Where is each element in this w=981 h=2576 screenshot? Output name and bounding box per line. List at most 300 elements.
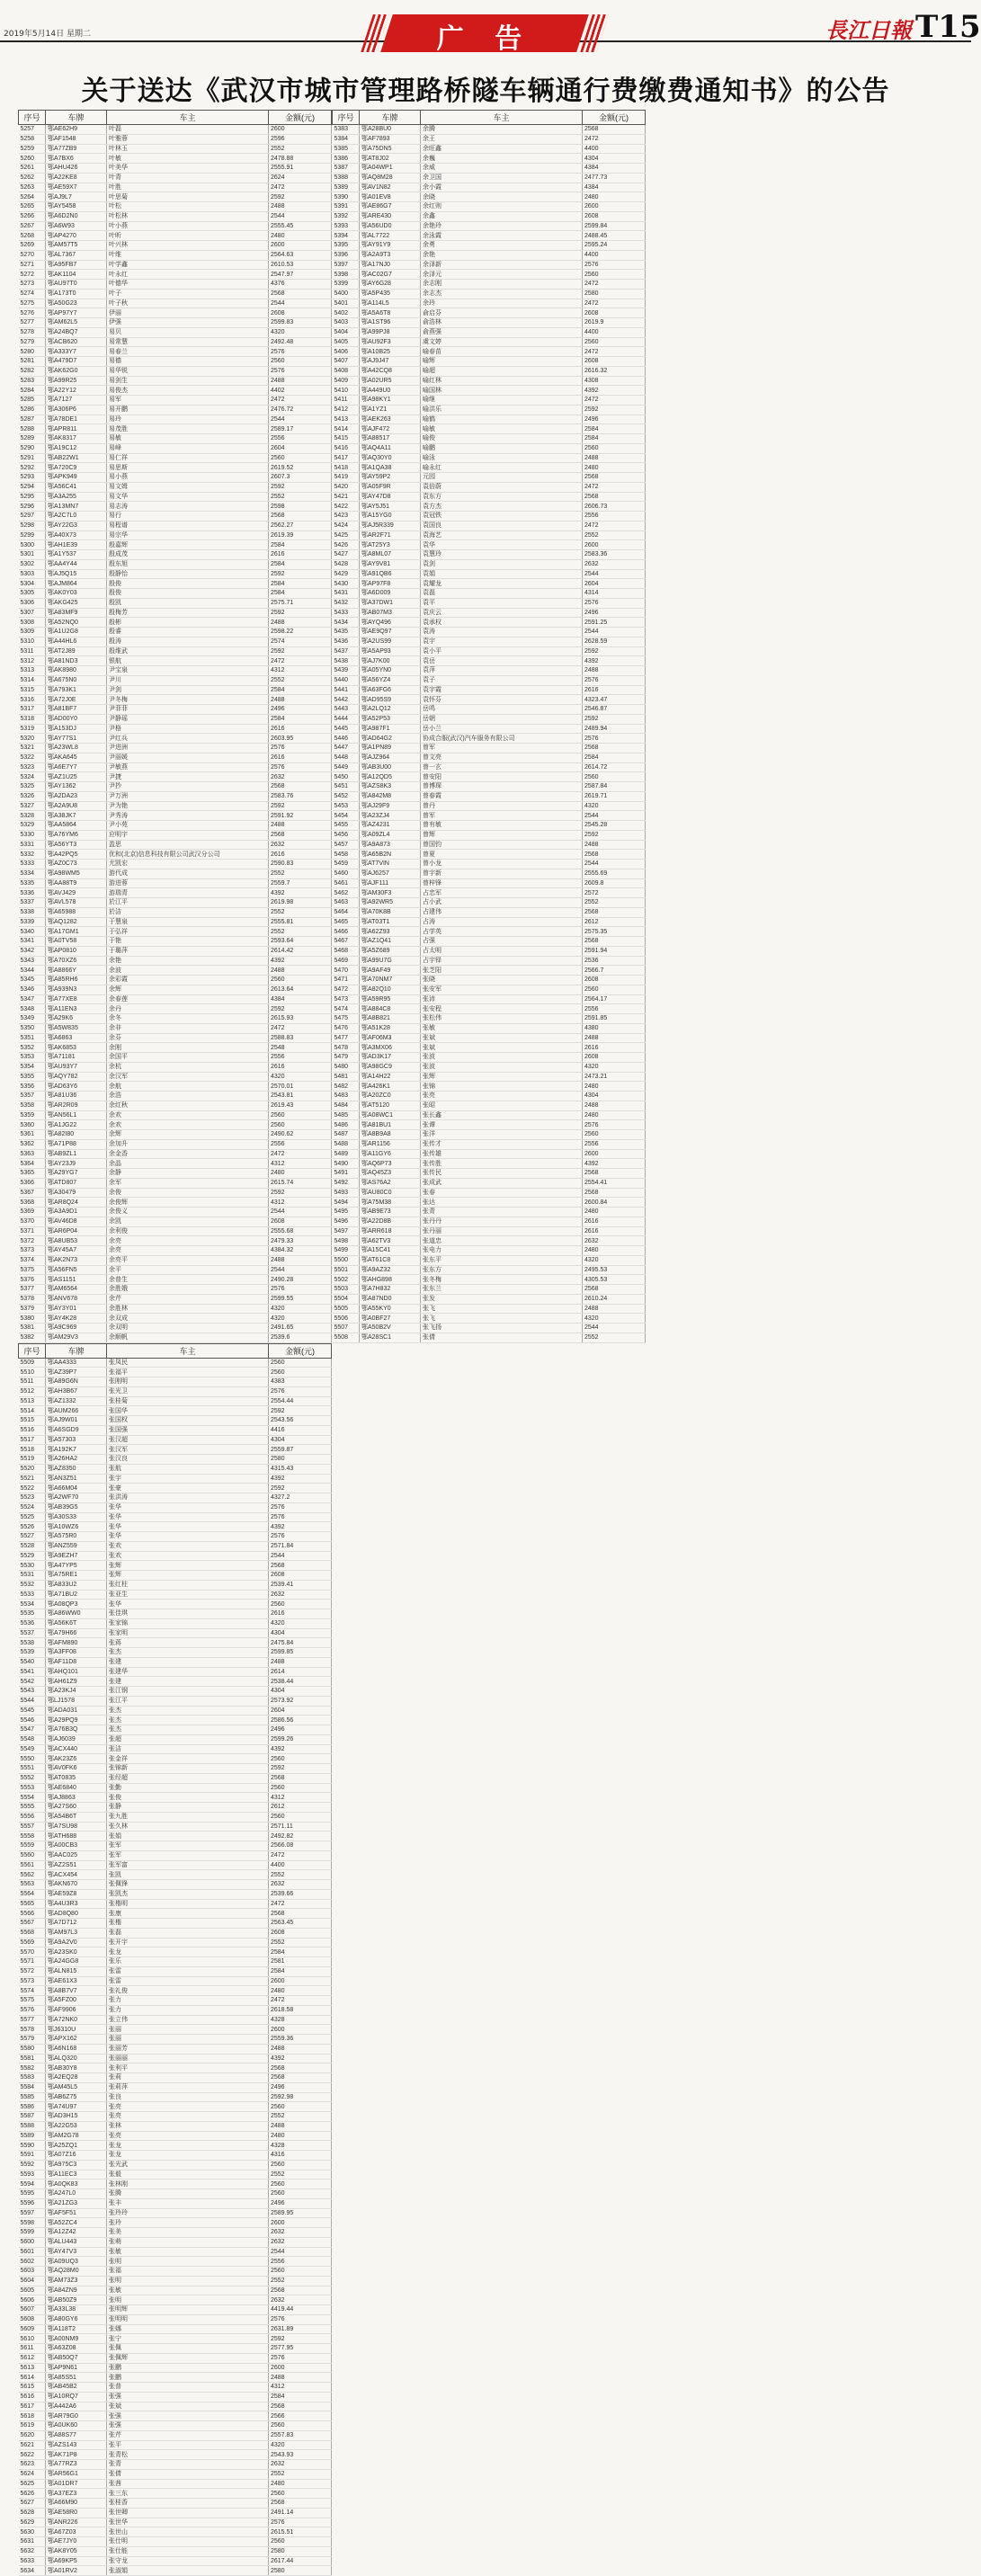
fee-amount: 2608 bbox=[269, 308, 332, 318]
plate-number: 鄂A6D009 bbox=[360, 589, 421, 599]
plate-number: 鄂A23WL8 bbox=[46, 744, 107, 753]
vehicle-owner: 张金祥 bbox=[107, 1754, 269, 1764]
plate-number: 鄂AN56L1 bbox=[46, 1110, 107, 1120]
fee-amount: 2568 bbox=[583, 1188, 646, 1198]
table-row bbox=[333, 1014, 646, 1024]
row-number: 5391 bbox=[333, 202, 360, 212]
table-row bbox=[333, 860, 646, 869]
row-number: 5433 bbox=[333, 608, 360, 618]
table-row bbox=[19, 608, 332, 618]
fee-amount: 2560 bbox=[269, 1110, 332, 1120]
vehicle-owner: 叶永红 bbox=[107, 270, 269, 280]
table-row bbox=[19, 1657, 332, 1667]
row-number: 5627 bbox=[19, 2499, 46, 2509]
vehicle-owner: 袁承权 bbox=[421, 618, 583, 628]
vehicle-owner: 张杰 bbox=[107, 1725, 269, 1735]
fee-amount: 4392 bbox=[583, 656, 646, 666]
vehicle-owner: 余波 bbox=[107, 966, 269, 976]
row-number: 5449 bbox=[333, 762, 360, 772]
table-row bbox=[333, 231, 646, 241]
vehicle-owner: 银航 bbox=[107, 656, 269, 666]
plate-number: 鄂A66M04 bbox=[46, 1484, 107, 1493]
row-number: 5502 bbox=[333, 1275, 360, 1285]
fee-amount: 2552 bbox=[269, 1870, 332, 1880]
fee-amount: 4304 bbox=[269, 1628, 332, 1638]
fee-amount: 2539.6 bbox=[269, 1333, 332, 1342]
row-number: 5629 bbox=[19, 2518, 46, 2527]
fee-amount: 4392 bbox=[269, 2054, 332, 2063]
vehicle-owner: 张欢 bbox=[107, 1541, 269, 1551]
row-number: 5287 bbox=[19, 414, 46, 424]
fee-amount: 2552 bbox=[583, 530, 646, 540]
vehicle-owner: 余艳玲 bbox=[421, 221, 583, 231]
row-number: 5384 bbox=[333, 134, 360, 144]
table-row bbox=[19, 907, 332, 917]
fee-amount: 2488 bbox=[269, 2044, 332, 2054]
vehicle-owner: 余双成 bbox=[107, 1314, 269, 1324]
table-row bbox=[333, 347, 646, 357]
vehicle-owner: 张航 bbox=[107, 1464, 269, 1474]
plate-number: 鄂AS76A2 bbox=[360, 1178, 421, 1188]
table-row bbox=[19, 1551, 332, 1561]
table-row bbox=[19, 1889, 332, 1899]
row-number: 5439 bbox=[333, 666, 360, 676]
plate-number: 鄂AM29V3 bbox=[46, 1333, 107, 1342]
row-number: 5400 bbox=[333, 289, 360, 299]
vehicle-owner: 张达 bbox=[421, 1198, 583, 1208]
fee-amount: 2564.17 bbox=[583, 994, 646, 1004]
plate-number: 鄂A9AZ32 bbox=[360, 1265, 421, 1275]
vehicle-owner: 喻永红 bbox=[421, 463, 583, 473]
fee-amount: 2488 bbox=[269, 2121, 332, 2131]
vehicle-owner: 尹进洲 bbox=[107, 744, 269, 753]
fee-amount: 2592 bbox=[269, 1484, 332, 1493]
table-row bbox=[19, 2527, 332, 2537]
vehicle-owner: 余航 bbox=[107, 1082, 269, 1092]
table-row bbox=[19, 791, 332, 801]
plate-number: 鄂AC02G7 bbox=[360, 270, 421, 280]
row-number: 5312 bbox=[19, 656, 46, 666]
table-row bbox=[19, 1986, 332, 1996]
fee-amount: 2604 bbox=[583, 579, 646, 589]
fee-amount: 2560 bbox=[583, 270, 646, 280]
plate-number: 鄂A8B9A8 bbox=[360, 1130, 421, 1140]
table-row bbox=[19, 2179, 332, 2189]
plate-number: 鄂A62Z93 bbox=[360, 927, 421, 937]
fee-amount: 2616 bbox=[583, 685, 646, 695]
fee-amount: 2568 bbox=[269, 1561, 332, 1571]
fee-amount: 2609.8 bbox=[583, 878, 646, 888]
fee-amount: 2544 bbox=[269, 1265, 332, 1275]
row-number: 5574 bbox=[19, 1986, 46, 1996]
row-number: 5479 bbox=[333, 1053, 360, 1063]
table-row bbox=[333, 821, 646, 831]
vehicle-owner: 张青 bbox=[421, 1208, 583, 1217]
row-number: 5566 bbox=[19, 1909, 46, 1919]
row-number: 5285 bbox=[19, 396, 46, 406]
vehicle-owner: 尹静瑶 bbox=[107, 714, 269, 724]
vehicle-owner: 俞燕强 bbox=[421, 327, 583, 337]
row-number: 5527 bbox=[19, 1532, 46, 1542]
vehicle-owner: 张福 bbox=[107, 2267, 269, 2277]
vehicle-owner: 张强 bbox=[107, 2411, 269, 2421]
plate-number: 鄂AY47D8 bbox=[360, 492, 421, 502]
plate-number: 鄂A72J0E bbox=[46, 695, 107, 705]
row-number: 5386 bbox=[333, 154, 360, 164]
vehicle-owner: 张林刚 bbox=[107, 2179, 269, 2189]
row-number: 5310 bbox=[19, 637, 46, 646]
fee-amount: 2575.71 bbox=[269, 598, 332, 608]
vehicle-owner: 曾军 bbox=[421, 811, 583, 821]
table-row bbox=[19, 2402, 332, 2411]
row-number: 5298 bbox=[19, 521, 46, 530]
table-row bbox=[333, 386, 646, 396]
row-number: 5407 bbox=[333, 357, 360, 367]
row-number: 5558 bbox=[19, 1832, 46, 1841]
vehicle-owner: 余欢 bbox=[107, 1110, 269, 1120]
plate-number: 鄂AE9Q97 bbox=[360, 628, 421, 637]
vehicle-owner: 易茂胜 bbox=[107, 424, 269, 434]
table-row bbox=[19, 976, 332, 985]
fee-amount: 2490.62 bbox=[269, 1130, 332, 1140]
vehicle-owner: 张波 bbox=[421, 1062, 583, 1072]
row-number: 5621 bbox=[19, 2440, 46, 2450]
table-row bbox=[19, 473, 332, 483]
plate-number: 鄂AVL578 bbox=[46, 898, 107, 908]
plate-number: 鄂A247L0 bbox=[46, 2189, 107, 2199]
row-number: 5268 bbox=[19, 231, 46, 241]
table-row bbox=[19, 1053, 332, 1063]
plate-number: 鄂A9C969 bbox=[46, 1324, 107, 1333]
table-row bbox=[19, 1188, 332, 1198]
fee-amount: 2584 bbox=[269, 579, 332, 589]
vehicle-owner: 张芹 bbox=[107, 2430, 269, 2440]
fee-amount: 2560 bbox=[269, 2179, 332, 2189]
fee-amount: 2480 bbox=[583, 1208, 646, 1217]
plate-number: 鄂A81ND3 bbox=[46, 656, 107, 666]
vehicle-owner: 占太明 bbox=[421, 946, 583, 956]
row-number: 5413 bbox=[333, 414, 360, 424]
plate-number: 鄂AP4270 bbox=[46, 231, 107, 241]
vehicle-owner: 张久林 bbox=[107, 1822, 269, 1832]
row-number: 5337 bbox=[19, 898, 46, 908]
fee-amount: 2615.74 bbox=[269, 1178, 332, 1188]
vehicle-owner: 张亮 bbox=[107, 2102, 269, 2112]
plate-number: 鄂A675N0 bbox=[46, 675, 107, 685]
plate-number: 鄂A42PQ5 bbox=[46, 850, 107, 860]
plate-number: 鄂AE62H9 bbox=[46, 125, 107, 135]
fee-amount: 4392 bbox=[269, 1474, 332, 1484]
plate-number: 鄂A56YZ4 bbox=[360, 675, 421, 685]
vehicle-owner: 余利俊 bbox=[107, 1226, 269, 1236]
row-number: 5488 bbox=[333, 1139, 360, 1149]
plate-number: 鄂AB3U00 bbox=[360, 762, 421, 772]
plate-number: 鄂AR1156 bbox=[360, 1139, 421, 1149]
row-number: 5346 bbox=[19, 985, 46, 994]
vehicle-owner: 叶德华 bbox=[107, 280, 269, 290]
fee-amount: 2555.68 bbox=[269, 1226, 332, 1236]
row-number: 5442 bbox=[333, 695, 360, 705]
vehicle-owner: 张家锦 bbox=[107, 1618, 269, 1628]
plate-number: 鄂AM30F3 bbox=[360, 888, 421, 898]
vehicle-owner: 余欢 bbox=[107, 1120, 269, 1130]
plate-number: 鄂A13MN7 bbox=[46, 502, 107, 512]
plate-number: 鄂A81BF7 bbox=[46, 705, 107, 715]
fee-amount: 2544 bbox=[269, 414, 332, 424]
fee-amount: 2632 bbox=[269, 1880, 332, 1890]
fee-amount: 2552 bbox=[269, 492, 332, 502]
row-number: 5565 bbox=[19, 1899, 46, 1909]
vehicle-owner: 张建华 bbox=[107, 1667, 269, 1677]
row-number: 5616 bbox=[19, 2392, 46, 2402]
fee-amount: 2592 bbox=[583, 714, 646, 724]
plate-number: 鄂AR2F71 bbox=[360, 530, 421, 540]
vehicle-owner: 叶青 bbox=[107, 173, 269, 183]
table-row bbox=[19, 434, 332, 444]
vehicle-owner: 曾春霞 bbox=[421, 791, 583, 801]
table-row bbox=[19, 2324, 332, 2334]
fee-amount: 2568 bbox=[583, 850, 646, 860]
plate-number: 鄂ACB620 bbox=[46, 337, 107, 347]
fee-amount: 2472 bbox=[269, 1023, 332, 1033]
fee-amount: 2584 bbox=[583, 434, 646, 444]
table-row bbox=[19, 260, 332, 270]
fee-amount: 2560 bbox=[269, 2421, 332, 2431]
table-row bbox=[19, 1435, 332, 1445]
vehicle-owner: 张家明 bbox=[107, 1628, 269, 1638]
plate-number: 鄂AE6840 bbox=[46, 1783, 107, 1793]
plate-number: 鄂AKA645 bbox=[46, 753, 107, 762]
table-row bbox=[19, 1687, 332, 1697]
fee-amount: 2584 bbox=[269, 685, 332, 695]
vehicle-owner: 张平 bbox=[107, 2440, 269, 2450]
table-row bbox=[333, 1285, 646, 1295]
fee-amount: 2560 bbox=[269, 357, 332, 367]
vehicle-owner: 易玲 bbox=[107, 414, 269, 424]
fee-amount: 2568 bbox=[269, 2402, 332, 2411]
plate-number: 鄂ANZ559 bbox=[46, 1541, 107, 1551]
table-row bbox=[19, 646, 332, 656]
row-number: 5444 bbox=[333, 714, 360, 724]
vehicle-owner: 张晓 bbox=[421, 976, 583, 985]
row-number: 5396 bbox=[333, 250, 360, 260]
row-number: 5519 bbox=[19, 1455, 46, 1465]
vehicle-owner: 张明明 bbox=[107, 2314, 269, 2324]
row-number: 5534 bbox=[19, 1600, 46, 1609]
vehicle-owner: 张佩辉 bbox=[107, 2353, 269, 2363]
vehicle-owner: 袁冠铁 bbox=[421, 512, 583, 521]
row-number: 5516 bbox=[19, 1425, 46, 1435]
row-number: 5280 bbox=[19, 347, 46, 357]
plate-number: 鄂A449U0 bbox=[360, 386, 421, 396]
table-row bbox=[19, 559, 332, 569]
table-row bbox=[19, 443, 332, 453]
table-row bbox=[333, 405, 646, 414]
fee-amount: 2591.92 bbox=[269, 811, 332, 821]
table-row bbox=[19, 869, 332, 878]
table-row bbox=[19, 598, 332, 608]
fee-amount: 2488 bbox=[583, 1101, 646, 1110]
vehicle-owner: 叶子秋 bbox=[107, 299, 269, 308]
row-number: 5471 bbox=[333, 976, 360, 985]
vehicle-owner: 余顺帆 bbox=[107, 1333, 269, 1342]
vehicle-owner: 张丽芳 bbox=[107, 2044, 269, 2054]
table-row bbox=[19, 270, 332, 280]
plate-number: 鄂AJ6039 bbox=[46, 1734, 107, 1744]
plate-number: 鄂AS1151 bbox=[46, 1275, 107, 1285]
row-number: 5368 bbox=[19, 1198, 46, 1208]
row-number: 5493 bbox=[333, 1188, 360, 1198]
table-row bbox=[19, 1628, 332, 1638]
notice-title: 关于送达《武汉市城市管理路桥隧车辆通行费缴费通知书》的公告 bbox=[0, 68, 971, 108]
plate-number: 鄂A24BQ7 bbox=[46, 327, 107, 337]
row-number: 5543 bbox=[19, 1687, 46, 1697]
vehicle-owner: 余芹 bbox=[107, 1294, 269, 1304]
plate-number: 鄂A7127 bbox=[46, 396, 107, 406]
row-number: 5551 bbox=[19, 1764, 46, 1774]
vehicle-owner: 叶小燕 bbox=[107, 221, 269, 231]
row-number: 5401 bbox=[333, 299, 360, 308]
plate-number: 鄂ALN815 bbox=[46, 1966, 107, 1976]
row-number: 5322 bbox=[19, 753, 46, 762]
table-row bbox=[19, 830, 332, 840]
plate-number: 鄂AKN670 bbox=[46, 1880, 107, 1890]
vehicle-owner: 张佩锋 bbox=[107, 1880, 269, 1890]
plate-number: 鄂A306P6 bbox=[46, 405, 107, 414]
row-number: 5522 bbox=[19, 1484, 46, 1493]
row-number: 5342 bbox=[19, 946, 46, 956]
plate-number: 鄂A75M38 bbox=[360, 1198, 421, 1208]
row-number: 5274 bbox=[19, 289, 46, 299]
table-row bbox=[19, 2054, 332, 2063]
table-row bbox=[333, 134, 646, 144]
plate-number: 鄂A56FN5 bbox=[46, 1265, 107, 1275]
table-row bbox=[333, 521, 646, 530]
fee-amount: 2556 bbox=[583, 1139, 646, 1149]
fee-amount: 2560 bbox=[269, 2189, 332, 2199]
table-row bbox=[19, 2237, 332, 2247]
table-row bbox=[19, 2479, 332, 2489]
plate-number: 鄂A1Y537 bbox=[46, 550, 107, 560]
plate-number: 鄂AD3H15 bbox=[46, 2112, 107, 2122]
vehicle-owner: 易俊杰 bbox=[107, 386, 269, 396]
plate-number: 鄂A30479 bbox=[46, 1188, 107, 1198]
table-row bbox=[333, 1004, 646, 1014]
table-row bbox=[19, 1909, 332, 1919]
vehicle-owner: 易志涛 bbox=[107, 502, 269, 512]
table-row bbox=[333, 1072, 646, 1082]
row-number: 5275 bbox=[19, 299, 46, 308]
fee-amount: 4316 bbox=[269, 2151, 332, 2161]
plate-number: 鄂AD64G2 bbox=[360, 734, 421, 744]
vehicle-owner: 张传才 bbox=[421, 1139, 583, 1149]
table-row bbox=[333, 202, 646, 212]
plate-number: 鄂AJ6257 bbox=[360, 869, 421, 878]
vehicle-owner: 余艳 bbox=[107, 956, 269, 966]
vehicle-owner: 张军 bbox=[107, 1850, 269, 1860]
plate-number: 鄂APX162 bbox=[46, 2035, 107, 2045]
row-number: 5526 bbox=[19, 1522, 46, 1532]
fee-amount: 2608 bbox=[269, 1571, 332, 1581]
table-row bbox=[19, 2508, 332, 2518]
row-number: 5309 bbox=[19, 628, 46, 637]
vehicle-owner: 易军 bbox=[107, 396, 269, 406]
vehicle-owner: 张传胜 bbox=[421, 1159, 583, 1169]
fee-amount: 4320 bbox=[269, 1304, 332, 1314]
vehicle-owner: 张安程 bbox=[421, 1004, 583, 1014]
fee-amount: 4376 bbox=[269, 280, 332, 290]
row-number: 5632 bbox=[19, 2546, 46, 2556]
vehicle-owner: 张冬梅 bbox=[421, 1275, 583, 1285]
table-row bbox=[19, 1265, 332, 1275]
fee-amount: 2596 bbox=[269, 134, 332, 144]
table-row bbox=[19, 1734, 332, 1744]
table-row bbox=[19, 144, 332, 154]
fee-amount: 2544 bbox=[583, 628, 646, 637]
table-row bbox=[19, 1609, 332, 1619]
row-number: 5292 bbox=[19, 463, 46, 473]
table-row bbox=[19, 569, 332, 579]
plate-number: 鄂AU97T0 bbox=[46, 280, 107, 290]
row-number: 5608 bbox=[19, 2314, 46, 2324]
vehicle-owner: 张电力 bbox=[421, 1246, 583, 1256]
plate-number: 鄂ATD807 bbox=[46, 1178, 107, 1188]
row-number: 5399 bbox=[333, 280, 360, 290]
row-number: 5554 bbox=[19, 1793, 46, 1803]
vehicle-owner: 殷嘉辉 bbox=[107, 540, 269, 550]
row-number: 5300 bbox=[19, 540, 46, 550]
fee-amount: 2472 bbox=[583, 280, 646, 290]
row-number: 5302 bbox=[19, 559, 46, 569]
plate-number: 鄂AE59X7 bbox=[46, 183, 107, 192]
fee-amount: 2568 bbox=[269, 512, 332, 521]
fee-amount: 2479.33 bbox=[269, 1236, 332, 1246]
table-row bbox=[333, 666, 646, 676]
fee-amount: 2619.39 bbox=[269, 530, 332, 540]
table-row bbox=[333, 443, 646, 453]
vehicle-owner: 元园 bbox=[421, 473, 583, 483]
fee-amount: 4304 bbox=[269, 1687, 332, 1697]
table-row bbox=[333, 376, 646, 386]
row-number: 5406 bbox=[333, 347, 360, 357]
table-row bbox=[19, 734, 332, 744]
plate-number: 鄂AU80C0 bbox=[360, 1188, 421, 1198]
table-row bbox=[333, 125, 646, 135]
fee-amount: 2480 bbox=[583, 1082, 646, 1092]
table-row bbox=[19, 231, 332, 241]
plate-number: 鄂A91QB6 bbox=[360, 569, 421, 579]
plate-number: 鄂A99PJ8 bbox=[360, 327, 421, 337]
row-number: 5425 bbox=[333, 530, 360, 540]
column-header: 序号 bbox=[333, 111, 360, 125]
fee-amount: 2568 bbox=[269, 830, 332, 840]
plate-number: 鄂A153DJ bbox=[46, 724, 107, 734]
fee-amount: 2616 bbox=[269, 753, 332, 762]
plate-number: 鄂A01DR7 bbox=[46, 2479, 107, 2489]
plate-number: 鄂AV46D8 bbox=[46, 1217, 107, 1226]
row-number: 5381 bbox=[19, 1324, 46, 1333]
row-number: 5547 bbox=[19, 1725, 46, 1735]
row-number: 5279 bbox=[19, 337, 46, 347]
fee-amount: 2472 bbox=[269, 656, 332, 666]
table-row bbox=[333, 589, 646, 599]
table-row bbox=[333, 327, 646, 337]
row-number: 5415 bbox=[333, 434, 360, 444]
row-number: 5561 bbox=[19, 1860, 46, 1870]
fee-amount: 2616 bbox=[269, 1062, 332, 1072]
fee-amount: 4308 bbox=[583, 376, 646, 386]
fee-amount: 4312 bbox=[269, 1793, 332, 1803]
